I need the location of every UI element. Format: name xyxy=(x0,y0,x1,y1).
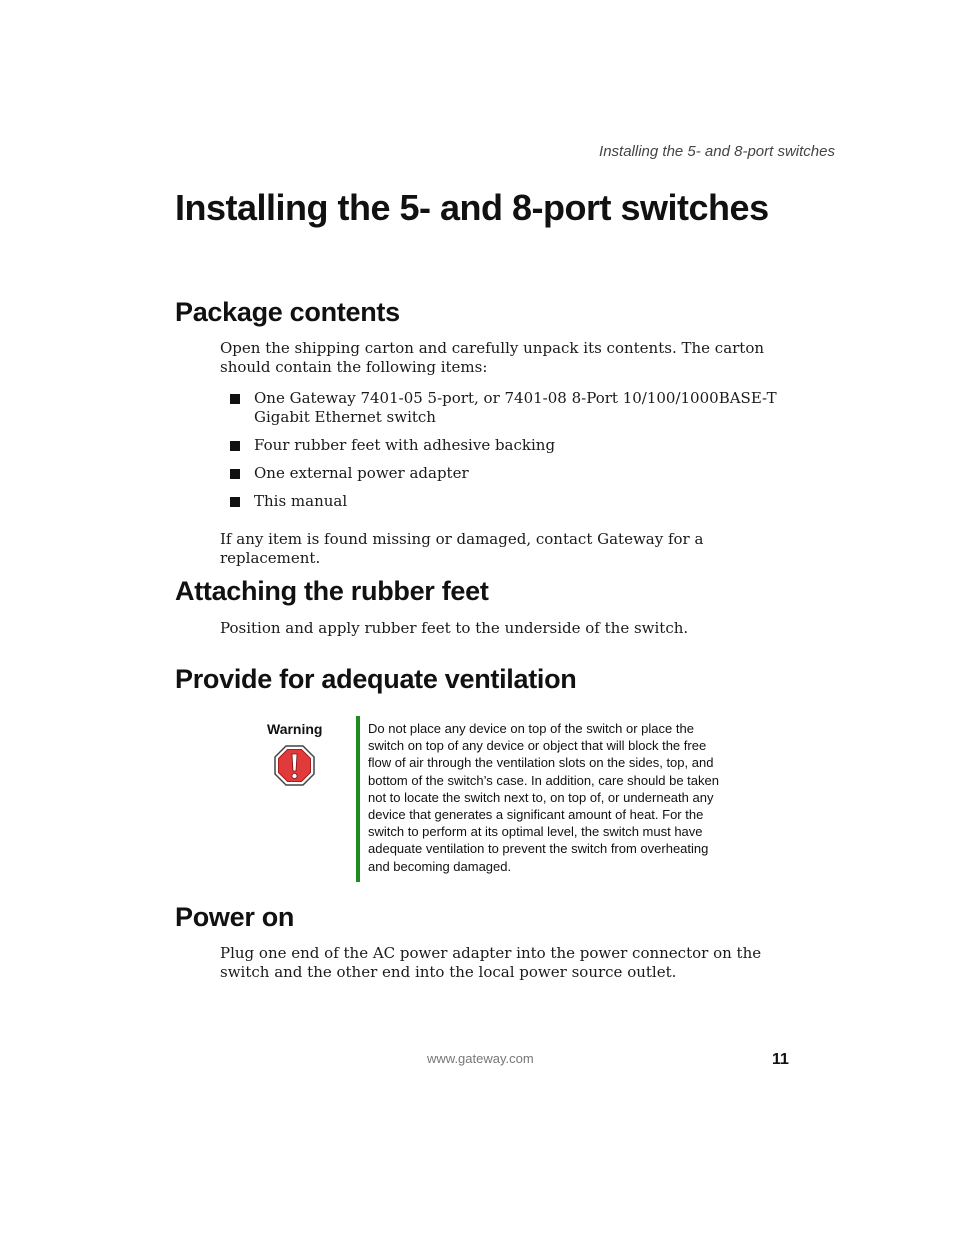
page-number: 11 xyxy=(772,1051,789,1068)
footer-url: www.gateway.com xyxy=(427,1051,534,1066)
power-on-text: Plug one end of the AC power adapter into the power connector on the switch and the other end into the local power source outlet. xyxy=(220,944,762,981)
chapter-title: Installing the 5- and 8-port switches xyxy=(175,187,769,228)
square-bullet-icon xyxy=(230,497,240,507)
package-contents-intro: Open the shipping carton and carefully unpack its contents. The carton should contain the following items: xyxy=(220,339,765,376)
list-item-text: Four rubber feet with adhesive backing xyxy=(254,436,556,454)
octagon-exclamation-icon xyxy=(274,745,315,786)
package-contents-outro: If any item is found missing or damaged, contact Gateway for a replacement. xyxy=(220,530,704,567)
section-heading-power-on: Power on xyxy=(175,902,295,932)
list-item xyxy=(230,389,790,427)
list-item-text: One Gateway 7401-05 5-port, or 7401-08 8-Port 10/100/1000BASE-T Gigabit Ethernet switch xyxy=(254,389,777,426)
warning-text: Do not place any device on top of the switch or place the switch on top of any device or object that will block the free flow of air through the ventilation slots on the sides, top, and bottom of the switch’s case. In addition, care should be taken not to locate the switch next to, on top of, or underneath any device that generates a significant amount of heat. For the switch to perform at its optimal level, the switch must have adequate ventilation to prevent the switch from overheating and becoming damaged. xyxy=(368,721,719,874)
square-bullet-icon xyxy=(230,441,240,451)
list-item xyxy=(230,464,790,483)
section-heading-package-contents: Package contents xyxy=(175,297,400,327)
section-heading-rubber-feet: Attaching the rubber feet xyxy=(175,576,489,606)
warning-divider-bar xyxy=(356,716,360,882)
list-item xyxy=(230,492,790,511)
package-contents-list xyxy=(230,389,790,520)
rubber-feet-text: Position and apply rubber feet to the underside of the switch. xyxy=(220,619,689,637)
warning-label: Warning xyxy=(267,721,323,737)
square-bullet-icon xyxy=(230,469,240,479)
list-item-text: This manual xyxy=(254,492,348,510)
list-item-text: One external power adapter xyxy=(254,464,469,482)
list-item xyxy=(230,436,790,455)
section-heading-ventilation: Provide for adequate ventilation xyxy=(175,664,577,694)
running-header: Installing the 5- and 8-port switches xyxy=(599,143,835,160)
square-bullet-icon xyxy=(230,394,240,404)
